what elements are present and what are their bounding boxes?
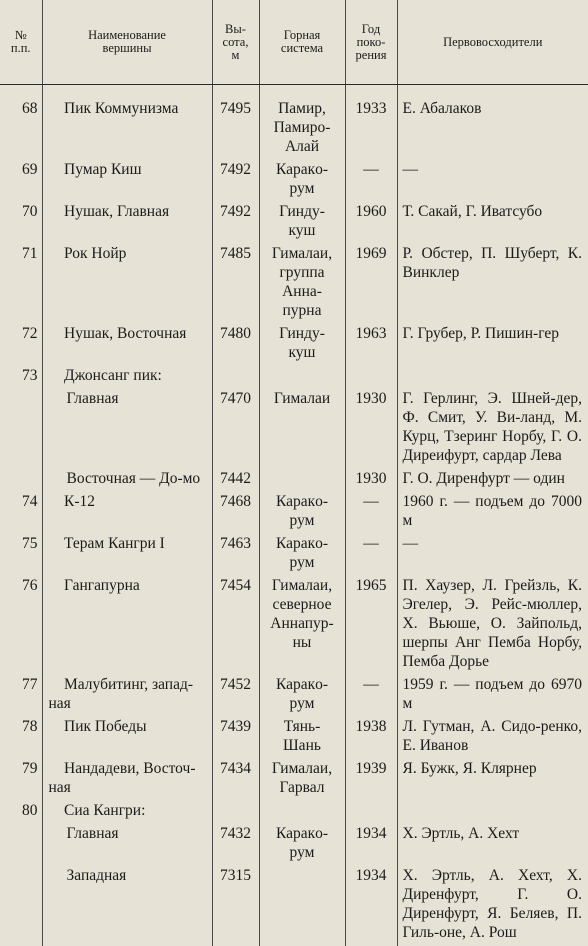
- mountain-system: Гималаи: [259, 389, 345, 469]
- summit-name: Нушак, Главная: [42, 202, 212, 244]
- row-number: 69: [0, 160, 42, 202]
- row-number: 71: [0, 244, 42, 324]
- ascent-year: —: [345, 160, 397, 202]
- table-row: [0, 866, 588, 946]
- summit-height: 7485: [212, 244, 259, 324]
- header-num: № п.п.: [0, 0, 42, 85]
- table-row: [0, 244, 588, 324]
- row-number: 76: [0, 576, 42, 675]
- ascent-year: 1938: [345, 717, 397, 759]
- row-number: 80: [0, 801, 42, 824]
- mountain-system: Гималаи, северное Аннапур- ны: [259, 576, 345, 675]
- mountain-system: [259, 366, 345, 389]
- summit-name: Сиа Кангри:: [42, 801, 212, 824]
- mountain-system: Каракo- рум: [259, 824, 345, 866]
- mountain-system: Памир, Памиро- Алай: [259, 99, 345, 160]
- table-row: [0, 469, 588, 492]
- first-climbers: Г. О. Диренфурт — один: [402, 470, 565, 487]
- summit-height: 7442: [212, 469, 259, 492]
- mountain-system: Гималаи, Гарвал: [259, 759, 345, 801]
- ascent-year: —: [345, 492, 397, 534]
- table-row: [0, 824, 588, 866]
- first-climbers: —: [402, 535, 418, 552]
- summit-name: Джонсанг пик:: [42, 366, 212, 389]
- mountain-system: Каракo- рум: [259, 492, 345, 534]
- mountain-system: Каракo- рум: [259, 160, 345, 202]
- ascent-year: 1934: [345, 866, 397, 946]
- row-number: 72: [0, 324, 42, 366]
- row-number: [0, 824, 42, 866]
- first-climbers: П. Хаузер, Л. Грейзль, К. Эгелер, Э. Рейс-мюллер, Х. Вьюше, О. Зайпольд, шерпы Анг Пемба Норбу, Пемба Дорье: [402, 577, 582, 670]
- table-row: [0, 801, 588, 824]
- ascent-year: [345, 801, 397, 824]
- row-number: [0, 866, 42, 946]
- row-number: 78: [0, 717, 42, 759]
- first-climbers: Х. Эртль, А. Хехт: [402, 825, 520, 842]
- ascent-year: 1963: [345, 324, 397, 366]
- row-number: 70: [0, 202, 42, 244]
- first-climbers: 1959 г. — подъем до 6970 м: [402, 676, 582, 712]
- row-number: 75: [0, 534, 42, 576]
- mountain-system: Тянь- Шань: [259, 717, 345, 759]
- header-height: Вы- сота, м: [212, 0, 259, 85]
- first-climbers: Т. Сакай, Г. Иватсубо: [402, 203, 543, 220]
- ascent-year: 1930: [345, 389, 397, 469]
- table-row: [0, 534, 588, 576]
- ascent-year: —: [345, 534, 397, 576]
- header-system: Горная система: [259, 0, 345, 85]
- header-climbers: Первовосходители: [397, 0, 588, 85]
- summit-name: Рок Нойр: [42, 244, 212, 324]
- first-climbers: 1960 г. — подъем до 7000 м: [402, 493, 582, 529]
- summit-height: 7492: [212, 202, 259, 244]
- ascent-year: 1934: [345, 824, 397, 866]
- summit-name: Пик Коммунизма: [42, 99, 212, 160]
- summit-height: [212, 366, 259, 389]
- table-row: [0, 160, 588, 202]
- summit-name: Главная: [42, 824, 212, 866]
- first-climbers: —: [402, 161, 418, 178]
- summit-name: Терам Кангри I: [42, 534, 212, 576]
- table-row: [0, 389, 588, 469]
- summit-height: 7434: [212, 759, 259, 801]
- summit-height: [212, 801, 259, 824]
- summit-name: Нушак, Восточная: [42, 324, 212, 366]
- row-number: 73: [0, 366, 42, 389]
- ascent-year: 1930: [345, 469, 397, 492]
- first-climbers: [397, 801, 588, 824]
- header-year: Год поко- рения: [345, 0, 397, 85]
- summit-name: Главная: [42, 389, 212, 469]
- mountain-system: Гинду- куш: [259, 324, 345, 366]
- mountain-system: Гималаи, группа Анна- пурна: [259, 244, 345, 324]
- mountain-system: [259, 866, 345, 946]
- ascent-year: 1969: [345, 244, 397, 324]
- mountain-system: [259, 469, 345, 492]
- summit-height: 7463: [212, 534, 259, 576]
- summit-name: К-12: [42, 492, 212, 534]
- summit-height: 7454: [212, 576, 259, 675]
- summit-height: 7480: [212, 324, 259, 366]
- summit-name: Пик Победы: [42, 717, 212, 759]
- header-row: [0, 0, 588, 85]
- table-row: [0, 324, 588, 366]
- mountain-system: Каракo- рум: [259, 675, 345, 717]
- ascent-year: —: [345, 675, 397, 717]
- summit-height: 7495: [212, 99, 259, 160]
- summit-height: 7315: [212, 866, 259, 946]
- table-row: [0, 99, 588, 160]
- first-climbers: Г. Грубер, Р. Пишин-гер: [402, 325, 559, 342]
- table-row: [0, 576, 588, 675]
- summit-name: Гангапурна: [42, 576, 212, 675]
- mountain-system: [259, 801, 345, 824]
- ascent-year: [345, 366, 397, 389]
- ascent-year: 1965: [345, 576, 397, 675]
- summit-name: Пумар Киш: [42, 160, 212, 202]
- summit-name: Западная: [42, 866, 212, 946]
- summit-height: 7492: [212, 160, 259, 202]
- ascent-year: 1939: [345, 759, 397, 801]
- mountain-system: Каракo- рум: [259, 534, 345, 576]
- first-climbers: Р. Обстер, П. Шуберт, К. Винклер: [402, 245, 582, 281]
- row-number: [0, 389, 42, 469]
- table-row: [0, 759, 588, 801]
- first-climbers: [397, 366, 588, 389]
- summit-height: 7468: [212, 492, 259, 534]
- row-number: 68: [0, 99, 42, 160]
- table-row: [0, 492, 588, 534]
- table-row: [0, 675, 588, 717]
- summit-height: 7432: [212, 824, 259, 866]
- summit-name: Малубитинг, запад-ная: [42, 675, 212, 717]
- summit-name: Нандадеви, Восточ-ная: [42, 759, 212, 801]
- first-climbers: Л. Гутман, А. Сидо-ренко, Е. Иванов: [402, 718, 582, 754]
- mountain-system: Гинду- куш: [259, 202, 345, 244]
- table-row: [0, 366, 588, 389]
- row-number: [0, 469, 42, 492]
- header-name: Наименование вершины: [42, 0, 212, 85]
- first-climbers: Е. Абалаков: [402, 100, 482, 117]
- ascent-year: 1960: [345, 202, 397, 244]
- summit-name: Восточная — До-мо: [42, 469, 212, 492]
- table-row: [0, 717, 588, 759]
- first-climbers: Г. Герлинг, Э. Шней-дер, Ф. Смит, У. Ви-ланд, М. Курц, Тзеринг Норбу, Г. О. Диреифурт, сардар Лева: [402, 390, 582, 464]
- table-row: [0, 202, 588, 244]
- summit-height: 7439: [212, 717, 259, 759]
- row-number: 79: [0, 759, 42, 801]
- first-climbers: Я. Бужк, Я. Клярнер: [402, 760, 537, 777]
- summit-height: 7452: [212, 675, 259, 717]
- summit-height: 7470: [212, 389, 259, 469]
- row-number: 74: [0, 492, 42, 534]
- row-number: 77: [0, 675, 42, 717]
- first-climbers: Х. Эртль, А. Хехт, Х. Диренфурт, Г. О. Диренфурт, Я. Беляев, П. Гиль-оне, А. Рош: [402, 867, 582, 941]
- ascent-year: 1933: [345, 99, 397, 160]
